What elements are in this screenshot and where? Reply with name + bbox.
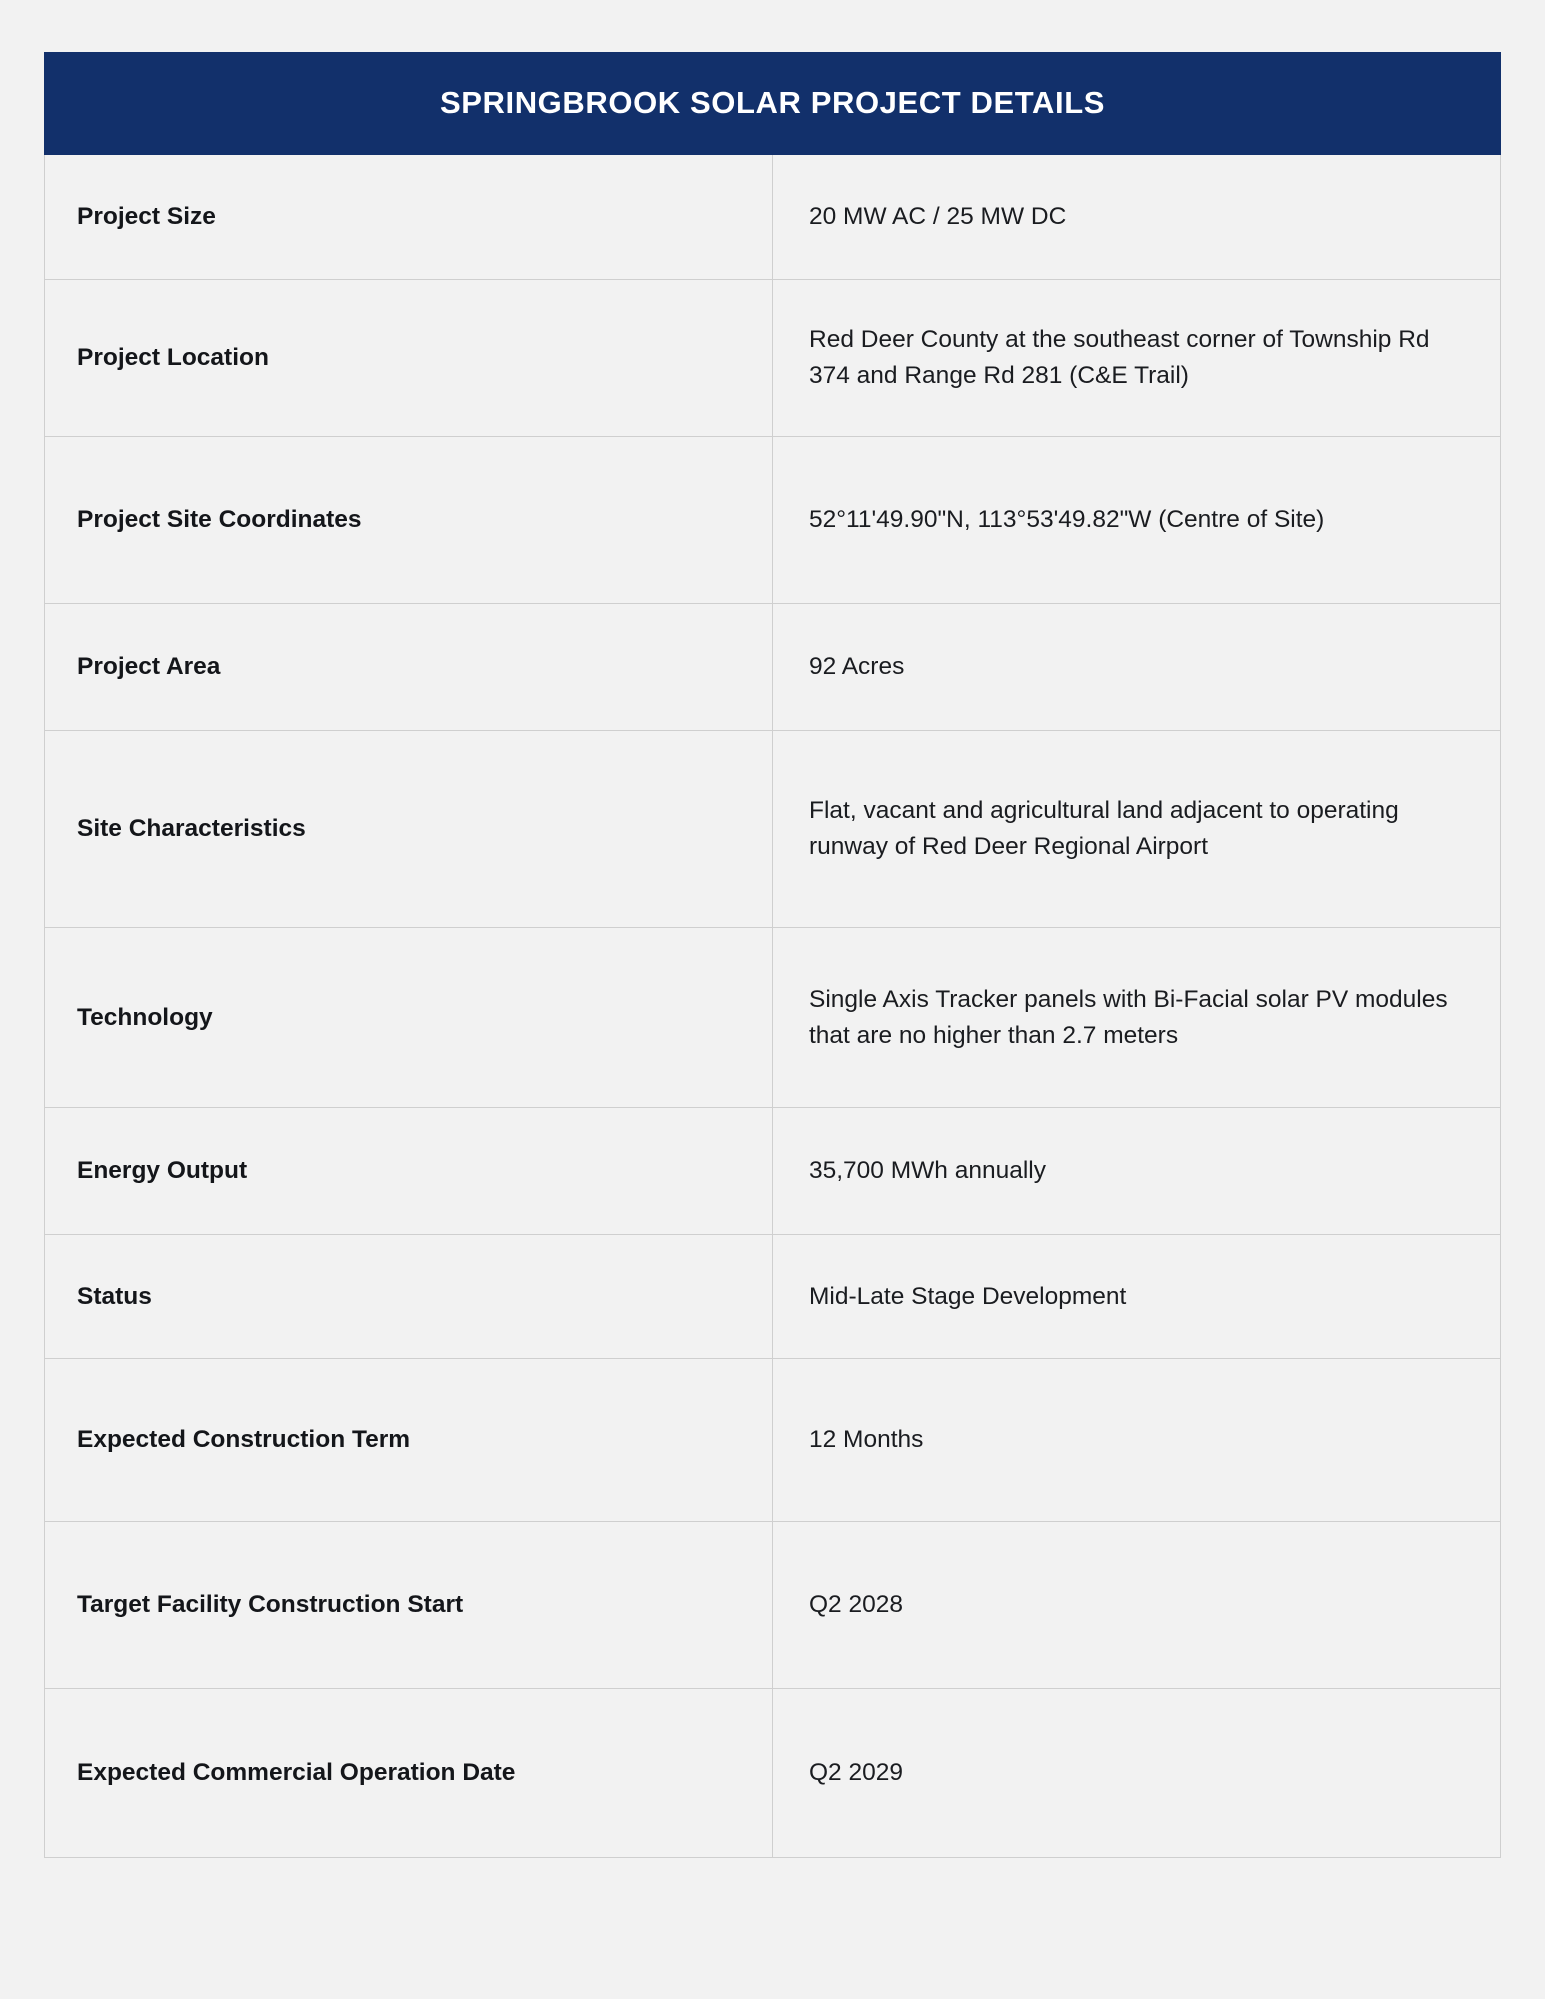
table-row [45, 1235, 1501, 1359]
row-label-status: Status [45, 1235, 773, 1359]
table-row [45, 155, 1501, 280]
project-details-table [44, 52, 1501, 1858]
row-value-technology: Single Axis Tracker panels with Bi-Facial solar PV modules that are no higher than 2.7 meters [773, 928, 1501, 1108]
row-label-project-area: Project Area [45, 604, 773, 731]
table-row [45, 604, 1501, 731]
table-row [45, 1108, 1501, 1235]
table-row [45, 437, 1501, 604]
row-value-project-location: Red Deer County at the southeast corner of Township Rd 374 and Range Rd 281 (C&E Trail) [773, 280, 1501, 437]
table-title: SPRINGBROOK SOLAR PROJECT DETAILS [45, 53, 1501, 155]
table-title-row [45, 53, 1501, 155]
row-label-project-size: Project Size [45, 155, 773, 280]
table-row [45, 1522, 1501, 1689]
row-label-project-site-coordinates: Project Site Coordinates [45, 437, 773, 604]
row-value-target-facility-construction-start: Q2 2028 [773, 1522, 1501, 1689]
row-label-energy-output: Energy Output [45, 1108, 773, 1235]
table-row [45, 280, 1501, 437]
row-value-site-characteristics: Flat, vacant and agricultural land adjacent to operating runway of Red Deer Regional Airport [773, 731, 1501, 928]
row-label-expected-commercial-operation-date: Expected Commercial Operation Date [45, 1689, 773, 1858]
table-row [45, 731, 1501, 928]
row-value-status: Mid-Late Stage Development [773, 1235, 1501, 1359]
row-value-project-area: 92 Acres [773, 604, 1501, 731]
row-label-site-characteristics: Site Characteristics [45, 731, 773, 928]
row-label-expected-construction-term: Expected Construction Term [45, 1359, 773, 1522]
row-label-target-facility-construction-start: Target Facility Construction Start [45, 1522, 773, 1689]
row-value-expected-construction-term: 12 Months [773, 1359, 1501, 1522]
table-row [45, 1689, 1501, 1858]
row-label-project-location: Project Location [45, 280, 773, 437]
table-header [45, 53, 1501, 155]
row-label-technology: Technology [45, 928, 773, 1108]
table-row [45, 928, 1501, 1108]
row-value-project-size: 20 MW AC / 25 MW DC [773, 155, 1501, 280]
row-value-energy-output: 35,700 MWh annually [773, 1108, 1501, 1235]
table-body [45, 155, 1501, 1858]
table-row [45, 1359, 1501, 1522]
row-value-expected-commercial-operation-date: Q2 2029 [773, 1689, 1501, 1858]
row-value-project-site-coordinates: 52°11'49.90"N, 113°53'49.82"W (Centre of Site) [773, 437, 1501, 604]
